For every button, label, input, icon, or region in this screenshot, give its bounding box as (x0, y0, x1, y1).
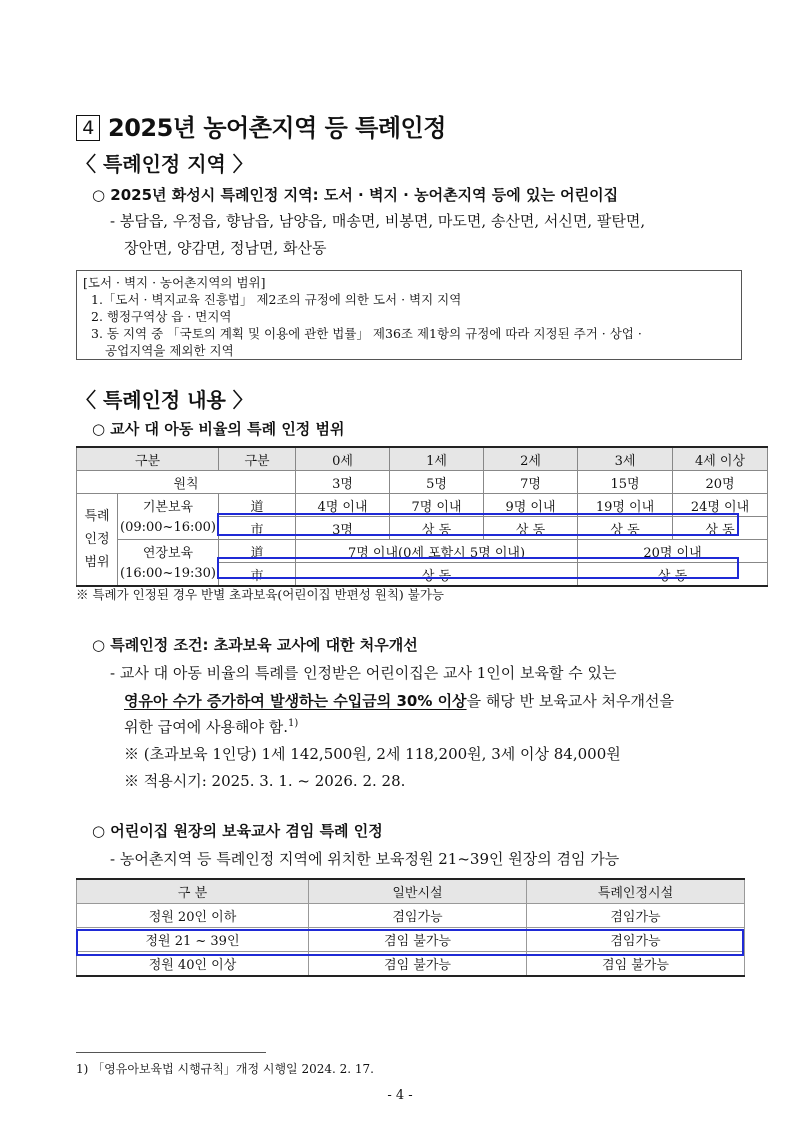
basic-do-value: 4명 이내 (296, 494, 390, 517)
ratio-header-age4plus: 4세 이상 (673, 447, 768, 471)
ratio-header-age2: 2세 (484, 447, 578, 471)
content-heading: 〈 특례인정 내용 〉 (76, 388, 253, 412)
basic-si-value: 상 동 (390, 517, 484, 540)
principal-table (76, 878, 745, 977)
condition-line3 (124, 716, 298, 737)
extended-care-time: (16:00~19:30) (118, 563, 219, 587)
page-number: - 4 - (387, 1088, 413, 1103)
special-range-label-part: 범위 (84, 555, 110, 570)
extended-si-value: 상 동 (296, 563, 578, 587)
note-item-1: 1.「도서 · 벽지교육 진흥법」 제2조의 규정에 의한 도서 · 벽지 지역 (91, 292, 462, 307)
note-item-2: 2. 행정구역상 읍 · 면지역 (91, 309, 232, 324)
ratio-header-row (77, 447, 768, 471)
section-number: 4 (76, 115, 100, 141)
ratio-footnote: ※ 특례가 인정된 경우 반별 초과보육(어린이집 반편성 원칙) 불가능 (76, 587, 444, 602)
do-label: 道 (219, 540, 296, 563)
basic-si-value: 상 동 (578, 517, 673, 540)
principle-label: 원칙 (77, 471, 296, 494)
footnote-ref: 1) (287, 718, 299, 729)
ratio-bullet: ○ 교사 대 아동 비율의 특례 인정 범위 (92, 420, 345, 438)
section-title (76, 108, 446, 143)
extended-si-value: 상 동 (578, 563, 768, 587)
ratio-header-age0: 0세 (296, 447, 390, 471)
area-list-line2: 장안면, 양감면, 정남면, 화산동 (124, 239, 327, 257)
principal-cell: 정원 40인 이상 (77, 952, 309, 977)
extended-care-label: 연장보육 (118, 540, 219, 563)
footnote-text: 1) 「영유아보육법 시행규칙」개정 시행일 2024. 2. 17. (76, 1062, 374, 1076)
basic-si-value: 상 동 (484, 517, 578, 540)
principle-value: 5명 (390, 471, 484, 494)
principal-cell: 겸임가능 (527, 904, 745, 928)
basic-care-label: 기본보육 (118, 494, 219, 517)
basic-si-value: 3명 (296, 517, 390, 540)
principle-value: 15명 (578, 471, 673, 494)
area-heading: 〈 특례인정 지역 〉 (76, 152, 253, 176)
extended-do-value: 20명 이내 (578, 540, 768, 563)
condition-line3-text: 위한 급여에 사용해야 함. (124, 718, 288, 736)
principal-cell: 겸임가능 (527, 928, 745, 952)
basic-si-value: 상 동 (673, 517, 768, 540)
principal-header-category: 구 분 (77, 879, 309, 904)
principle-value: 7명 (484, 471, 578, 494)
basic-do-value: 7명 이내 (390, 494, 484, 517)
condition-line1: - 교사 대 아동 비율의 특례를 인정받은 어린이집은 교사 1인이 보육할 수 있는 (110, 664, 617, 682)
si-label: 市 (219, 563, 296, 587)
area-bullet: ○ 2025년 화성시 특례인정 지역: 도서 · 벽지 · 농어촌지역 등에 있는 어린이집 (92, 186, 619, 204)
principal-line1: - 농어촌지역 등 특례인정 지역에 위치한 보육정원 21~39인 원장의 겸임 가능 (110, 850, 620, 868)
principal-cell: 정원 20인 이하 (77, 904, 309, 928)
si-label: 市 (219, 517, 296, 540)
condition-line2-rest: 을 해당 반 보육교사 처우개선을 (466, 692, 675, 710)
ratio-header-category: 구분 (77, 447, 219, 471)
basic-care-time: (09:00~16:00) (118, 517, 219, 540)
highlight-principal-row (76, 929, 744, 956)
principal-cell: 겸임 불가능 (309, 952, 527, 977)
do-label: 道 (219, 494, 296, 517)
principal-cell: 정원 21 ~ 39인 (77, 928, 309, 952)
ratio-header-age3: 3세 (578, 447, 673, 471)
footnote-divider (76, 1052, 266, 1053)
principal-header-special: 특례인정시설 (527, 879, 745, 904)
note-item-3: 3. 동 지역 중 「국토의 계획 및 이용에 관한 법률」 제36조 제1항의 규정에 따라 지정된 주거 · 상업 · (91, 326, 642, 341)
condition-bullet: ○ 특례인정 조건: 초과보육 교사에 대한 처우개선 (92, 636, 418, 654)
principal-header-row (77, 879, 745, 904)
ratio-principle-row (77, 471, 768, 494)
principal-cell: 겸임 불가능 (309, 928, 527, 952)
special-range-label-part: 특례 (84, 509, 110, 524)
condition-line2 (124, 690, 674, 711)
condition-emphasis: 영유아 수가 증가하여 발생하는 수입금의 30% 이상 (124, 692, 467, 710)
ratio-header-age1: 1세 (390, 447, 484, 471)
area-list-line1: - 봉담읍, 우정읍, 향남읍, 남양읍, 매송면, 비봉면, 마도면, 송산면, 서신면, 팔탄면, (110, 212, 646, 230)
highlight-basic-si-row (217, 513, 739, 536)
note-title: [도서 · 벽지 · 농어촌지역의 범위] (83, 275, 266, 290)
note-item-3b: 공업지역을 제외한 지역 (105, 343, 234, 358)
principle-value: 3명 (296, 471, 390, 494)
principal-cell: 겸임 불가능 (527, 952, 745, 977)
range-note-box (76, 270, 742, 360)
condition-period: ※ 적용시기: 2025. 3. 1. ~ 2026. 2. 28. (124, 772, 406, 790)
special-range-label (77, 494, 118, 587)
basic-do-value: 9명 이내 (484, 494, 578, 517)
principal-row (77, 904, 745, 928)
principle-value: 20명 (673, 471, 768, 494)
special-range-label-part: 인정 (84, 532, 110, 547)
condition-amounts: ※ (초과보육 1인당) 1세 142,500원, 2세 118,200원, 3세 이상 84,000원 (124, 745, 621, 763)
ratio-header-region: 구분 (219, 447, 296, 471)
principal-cell: 겸임가능 (309, 904, 527, 928)
principal-header-general: 일반시설 (309, 879, 527, 904)
extended-do-value: 7명 이내(0세 포함시 5명 이내) (296, 540, 578, 563)
basic-do-value: 19명 이내 (578, 494, 673, 517)
basic-do-value: 24명 이내 (673, 494, 768, 517)
section-title-text: 2025년 농어촌지역 등 특례인정 (108, 114, 446, 142)
principal-bullet: ○ 어린이집 원장의 보육교사 겸임 특례 인정 (92, 822, 383, 840)
highlight-extended-si-row (217, 557, 739, 579)
